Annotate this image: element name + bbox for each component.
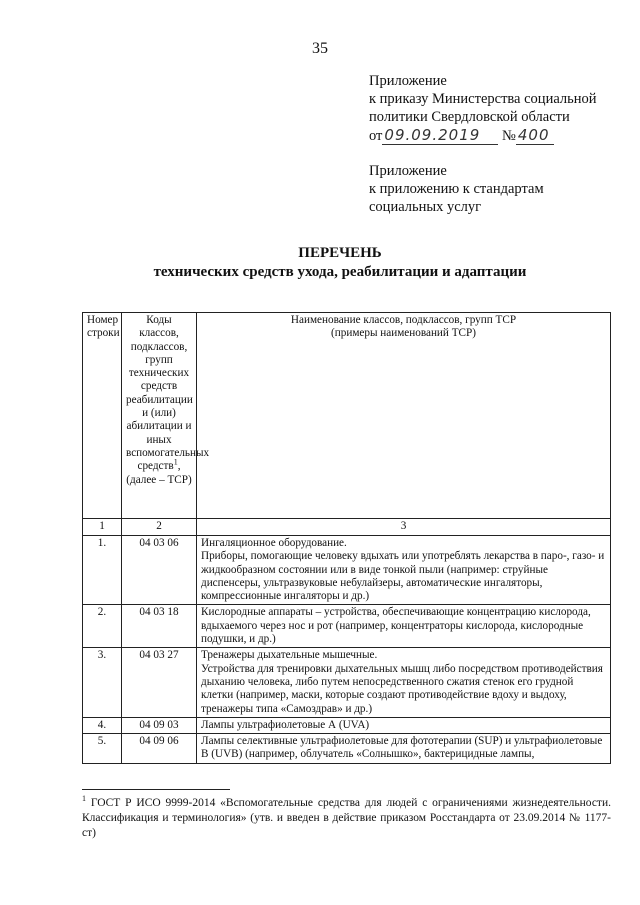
header-codes-suffix: , (далее – ТСР) <box>126 460 192 486</box>
footnote-mark: 1 <box>82 794 86 804</box>
header-row-number: Номер строки <box>83 313 122 519</box>
document-title <box>60 244 620 282</box>
row-text-line: В (UVB) (например, облучатель «Солнышко», бактерицидные лампы, <box>201 748 535 761</box>
row-code: 04 03 27 <box>122 648 197 717</box>
table-row <box>83 734 611 764</box>
footnote <box>82 796 611 841</box>
row-text-line: Приборы, помогающие человеку вдыхать или употреблять лекарства в паро-, газо- и жидкообразном состоянии или в виде тонкой пыли (например: струйные диспенсеры, ультразвуковые небулайзеры, автоматические ингаляторы, компрессионные ингаляторы и др.) <box>201 550 605 603</box>
appendix-order-block <box>369 72 597 145</box>
footnote-text: ГОСТ Р ИСО 9999-2014 «Вспомогательные средства для людей с ограничениями жизнедеятельности. Классификация и терминология» (утв. и введен в действие приказом Росстандарта от 23.09.2014 № 1177-ст) <box>82 797 611 839</box>
row-code: 04 09 06 <box>122 734 197 764</box>
row-description <box>197 648 611 717</box>
handwritten-date: 09.09.2019 <box>382 126 498 145</box>
row-text-line: Ингаляционное оборудование. <box>201 537 347 549</box>
table-row <box>83 717 611 733</box>
row-number: 4. <box>83 717 122 733</box>
appendix2-line2: к приложению к стандартам <box>369 181 544 197</box>
row-number: 1. <box>83 536 122 605</box>
row-text-line: Кислородные аппараты – устройства, обеспечивающие концентрацию кислорода, вдыхаемого через нос и рот (например, концентраторы кислорода, кислородные подушки, и др.) <box>201 606 591 646</box>
footnote-ref: 1 <box>173 457 178 467</box>
appendix-standards-block <box>369 162 544 216</box>
title-heading: ПЕРЕЧЕНЬ <box>298 245 382 261</box>
row-code: 04 03 06 <box>122 536 197 605</box>
column-number: 3 <box>197 519 611 536</box>
row-description <box>197 605 611 648</box>
page-number: 35 <box>312 40 328 57</box>
title-subheading: технических средств ухода, реабилитации и адаптации <box>153 264 527 280</box>
table-row <box>83 605 611 648</box>
row-number: 2. <box>83 605 122 648</box>
row-text-line: Лампы селективные ультрафиолетовые для фототерапии (SUP) и ультрафиолетовые <box>201 735 603 748</box>
row-number: 5. <box>83 734 122 764</box>
column-number: 2 <box>122 519 197 536</box>
appendix-order-line: к приказу Министерства социальной <box>369 91 597 107</box>
appendix-label: Приложение <box>369 73 447 89</box>
column-number: 1 <box>83 519 122 536</box>
row-description <box>197 717 611 733</box>
header-names <box>197 313 611 519</box>
row-text-line: Устройства для тренировки дыхательных мышц либо посредством противодействия дыханию человека, либо путем непосредственного сжатия стенок его грудной клетки (например, маски, которые создают противодействие вдоху и выдоху, тренажеры типа «Самоздрав» и др.) <box>201 662 603 715</box>
row-text-line: Тренажеры дыхательные мышечные. <box>201 649 378 662</box>
header-codes-text: Коды классов, подклассов, групп технических средств реабилитации и (или) абилитации и иных вспомогательных средств <box>126 314 210 473</box>
tsr-table <box>82 312 611 764</box>
table-row <box>83 536 611 605</box>
header-codes <box>122 313 210 519</box>
header-names-line2: (примеры наименований ТСР) <box>331 327 476 340</box>
table-header-row <box>83 313 611 519</box>
row-code: 04 09 03 <box>122 717 197 733</box>
row-number: 3. <box>83 648 122 717</box>
footnote-divider <box>82 789 230 790</box>
row-text-line: Лампы ультрафиолетовые А (UVA) <box>201 718 370 731</box>
row-description <box>197 536 611 605</box>
header-names-line1: Наименование классов, подклассов, групп ТСР <box>290 314 517 326</box>
row-code: 04 03 18 <box>122 605 197 648</box>
column-number-row <box>83 519 611 536</box>
appendix-date-line <box>369 126 597 145</box>
number-label: № <box>502 128 516 144</box>
table-row <box>83 648 611 717</box>
handwritten-number: 400 <box>516 126 554 145</box>
row-description <box>197 734 611 764</box>
appendix2-line3: социальных услуг <box>369 199 482 215</box>
appendix-ministry-line: политики Свердловской области <box>369 109 570 125</box>
appendix2-label: Приложение <box>369 163 447 179</box>
from-label: от <box>369 128 383 144</box>
